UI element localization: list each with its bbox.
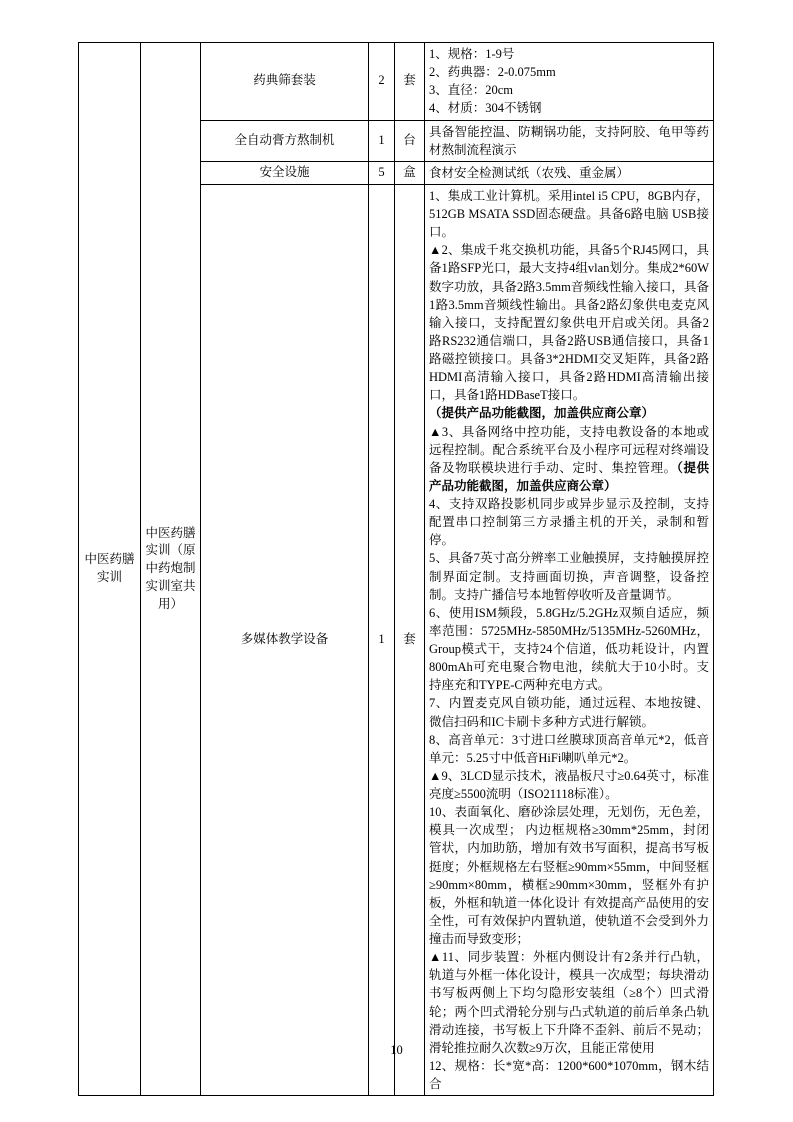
cell-unit: 套 bbox=[395, 184, 425, 1095]
table-row bbox=[79, 43, 714, 121]
description-line: （提供产品功能截图，加盖供应商公章） bbox=[429, 406, 655, 421]
description-line: 4、支持双路投影机同步或异步显示及控制，支持配置串口控制第三方录播主机的开关，录制和暂停。 bbox=[429, 497, 709, 548]
cell-description bbox=[425, 184, 714, 1095]
cell-description bbox=[425, 161, 714, 184]
cell-unit: 套 bbox=[395, 43, 425, 121]
page-number: 10 bbox=[390, 1043, 403, 1057]
description-line: ▲9、3LCD显示技术，液晶板尺寸≥0.64英寸，标准亮度≥5500流明（ISO21118标准）。 bbox=[429, 768, 709, 801]
cell-unit: 盒 bbox=[395, 161, 425, 184]
cell-unit: 台 bbox=[395, 120, 425, 161]
description-line: 4、材质：304不锈钢 bbox=[429, 101, 542, 116]
description-line: 12、规格：长*宽*高：1200*600*1070mm，钢木结合 bbox=[429, 1058, 709, 1091]
cell-qty: 5 bbox=[369, 161, 395, 184]
description-line: 6、使用ISM频段，5.8GHz/5.2GHz双频自适应，频率范围：5725MHz-5850MHz/5135MHz-5260MHz，Group模式干，支持24个信道，低功耗设计，内置800mAh可充电聚合物电池，续航大于10小时。支持座充和TYPE-C两种充电方式。 bbox=[429, 605, 709, 693]
cell-item-name: 药典筛套装 bbox=[201, 43, 369, 121]
specification-table bbox=[78, 42, 714, 1096]
description-line: 7、内置麦克风自锁功能，通过远程、本地按键、微信扫码和IC卡刷卡多种方式进行解锁。 bbox=[429, 696, 709, 729]
description-line: 食材安全检测试纸（农残、重金属） bbox=[429, 165, 630, 180]
cell-qty: 1 bbox=[369, 184, 395, 1095]
cell-subcategory: 中医药膳实训（原中药炮制实训室共用） bbox=[141, 43, 201, 1096]
cell-description bbox=[425, 43, 714, 121]
cell-category: 中医药膳实训 bbox=[79, 43, 141, 1096]
description-line: 3、直径：20cm bbox=[429, 83, 514, 98]
cell-qty: 1 bbox=[369, 120, 395, 161]
cell-item-name: 多媒体教学设备 bbox=[201, 184, 369, 1095]
description-line: 5、具备7英寸高分辨率工业触摸屏，支持触摸屏控制界面定制。支持画面切换，声音调整，设备控制。支持广播信号本地暂停收听及音量调节。 bbox=[429, 551, 709, 602]
description-line: ▲3、具备网络中控功能，支持电教设备的本地或远程控制。配合系统平台及小程序可远程对终端设备及物联模块进行手动、定时、集控管理。（提供产品功能截图，加盖供应商公章） bbox=[429, 424, 709, 493]
description-line: 1、规格：1-9号 bbox=[429, 47, 515, 61]
description-line: 具备智能控温、防糊锅功能，支持阿胶、龟甲等药材熬制流程演示 bbox=[429, 124, 709, 157]
description-line: 10、表面氧化、磨砂涂层处理，无划伤，无色差，模具一次成型； 内边框规格≥30mm*25mm，封闭管状，内加助筋，增加有效书写面积，提高书写板挺度；外框规格左右竖框≥90mm×55mm，中间竖框≥90mm×80mm，横框≥90mm×30mm，竖框外有护板，外框和轨道一体化设计 有效提高产品使用的安全性，可有效保护内置轨道，使轨道不会受到外力撞击而导致变形； bbox=[429, 805, 709, 946]
cell-item-name: 安全设施 bbox=[201, 161, 369, 184]
cell-item-name: 全自动膏方熬制机 bbox=[201, 120, 369, 161]
description-line: ▲2、集成千兆交换机功能，具备5个RJ45网口，具备1路SFP光口，最大支持4组vlan划分。集成2*60W数字功放，具备2路3.5mm音频线性输入接口，具备1路3.5mm音频线性输出。具备2路幻象供电麦克风输入接口，支持配置幻象供电开启或关闭。具备2路RS232通信端口，具备2路USB通信接口，具备1路磁控锁接口。具备3*2HDMI交叉矩阵，具备2路HDMI高清输入接口，具备2路HDMI高清输出接口，具备1路HDBaseT接口。 bbox=[429, 243, 709, 403]
description-line: 8、高音单元：3寸进口丝膜球顶高音单元*2，低音单元：5.25寸中低音HiFi喇叭单元*2。 bbox=[429, 732, 709, 765]
description-line: 1、集成工业计算机。采用intel i5 CPU，8GB内存，512GB MSATA SSD固态硬盘。具备6路电脑 USB接口。 bbox=[429, 188, 709, 240]
cell-qty: 2 bbox=[369, 43, 395, 121]
cell-description bbox=[425, 120, 714, 161]
description-line: 2、药典器：2-0.075mm bbox=[429, 65, 556, 80]
description-line: ▲11、同步装置：外框内侧设计有2条并行凸轨，轨道与外框一体化设计，模具一次成型；每块滑动书写板两侧上下均匀隐形安装组（≥8个）凹式滑轮；两个凹式滑轮分别与凸式轨道的前后单条凸轨滑动连接，书写板上下升降不歪斜、前后不晃动；滑轮推拉耐久次数≥9万次，且能正常使用 bbox=[429, 950, 709, 1055]
